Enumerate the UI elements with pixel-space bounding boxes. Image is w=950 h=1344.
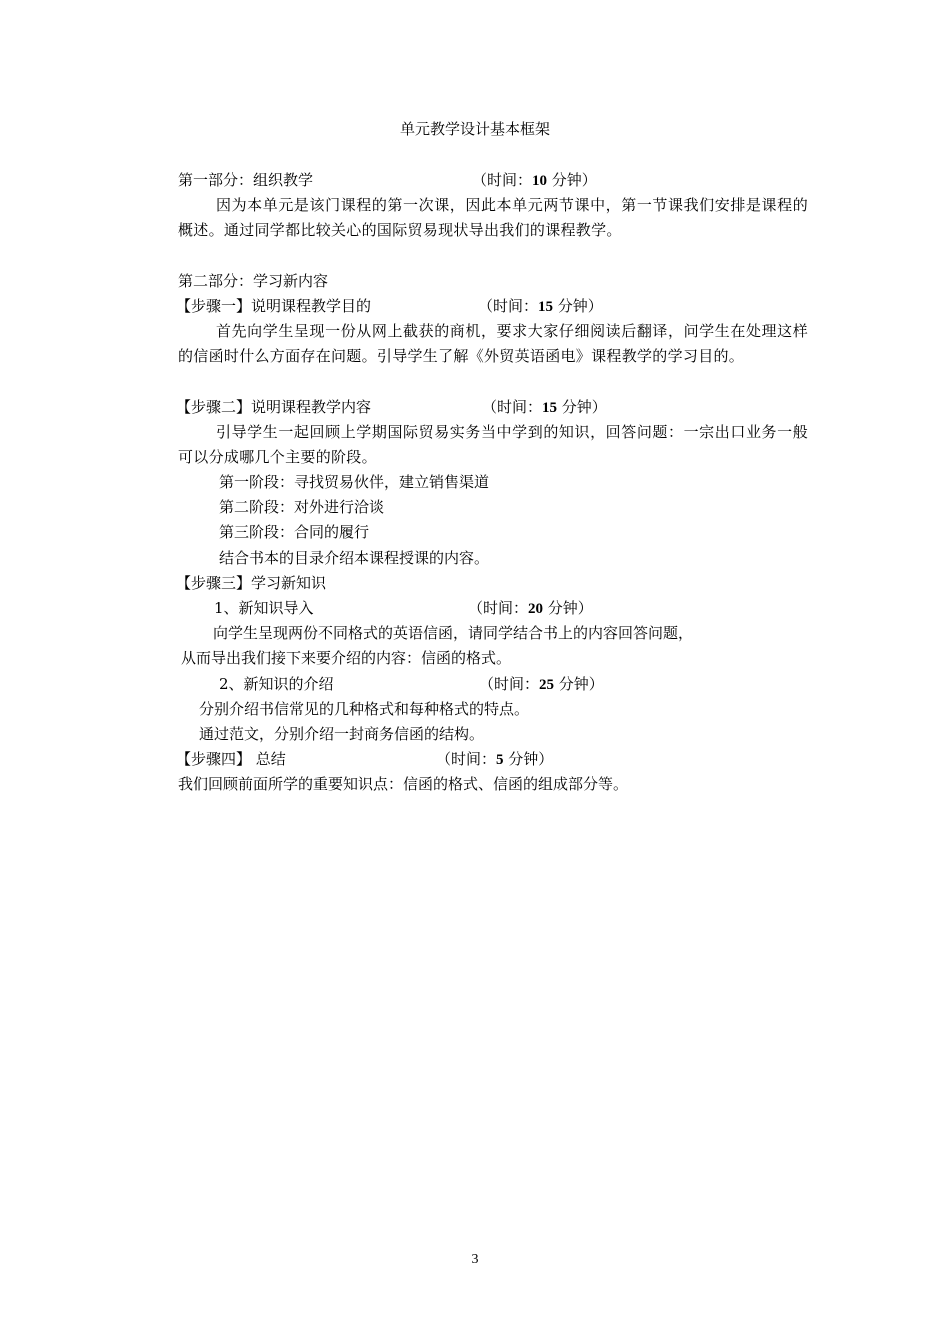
step4-time-value: 5 bbox=[496, 752, 504, 768]
step1-time bbox=[478, 294, 603, 320]
part1-time-suffix: 分钟） bbox=[551, 171, 597, 189]
step1-time-value: 15 bbox=[538, 299, 554, 315]
sub1-time-suffix: 分钟） bbox=[547, 599, 593, 617]
part1-time-value: 10 bbox=[532, 173, 548, 189]
part1-time bbox=[472, 168, 597, 194]
step2-time-prefix: （时间： bbox=[482, 398, 543, 416]
sub2-time-suffix: 分钟） bbox=[558, 675, 604, 693]
step4-time-prefix: （时间： bbox=[436, 750, 497, 768]
step2-time-value: 15 bbox=[542, 400, 558, 416]
step2-time bbox=[482, 395, 607, 421]
step4-time-suffix: 分钟） bbox=[508, 750, 554, 768]
document-title: 单元教学设计基本框架 bbox=[399, 120, 550, 138]
sub2-time-prefix: （时间： bbox=[479, 675, 540, 693]
part1-heading: 第一部分：组织教学 bbox=[178, 171, 314, 189]
step3-sub1-time bbox=[468, 596, 593, 622]
step1-time-suffix: 分钟） bbox=[557, 297, 603, 315]
step3-sub1-line2: 从而导出我们接下来要介绍的内容：信函的格式。 bbox=[181, 649, 512, 667]
step2-closing: 结合书本的目录介绍本课程授课的内容。 bbox=[219, 549, 490, 567]
step4-time bbox=[436, 747, 553, 773]
step1-paragraph: 首先向学生呈现一份从网上截获的商机，要求大家仔细阅读后翻译，问学生在处理这样的信函时什么方面存在问题。引导学生了解《外贸英语函电》课程教学的学习目的。 bbox=[178, 322, 808, 365]
step1-time-prefix: （时间： bbox=[478, 297, 539, 315]
step4-paragraph: 我们回顾前面所学的重要知识点：信函的格式、信函的组成部分等。 bbox=[178, 775, 629, 793]
step2-stage3: 第三阶段：合同的履行 bbox=[219, 523, 370, 541]
step2-time-suffix: 分钟） bbox=[561, 398, 607, 416]
step4-heading: 【步骤四】 总结 bbox=[176, 750, 286, 768]
step3-sub2-heading: 2、新知识的介绍 bbox=[219, 675, 334, 693]
step3-sub1-heading: 1、新知识导入 bbox=[214, 599, 314, 617]
step1-heading: 【步骤一】说明课程教学目的 bbox=[176, 297, 372, 315]
sub2-time-value: 25 bbox=[539, 677, 555, 693]
step3-sub1-line1: 向学生呈现两份不同格式的英语信函，请同学结合书上的内容回答问题， bbox=[213, 624, 694, 642]
step3-heading: 【步骤三】学习新知识 bbox=[176, 574, 327, 592]
step2-heading: 【步骤二】说明课程教学内容 bbox=[176, 398, 372, 416]
step2-paragraph: 引导学生一起回顾上学期国际贸易实务当中学到的知识，回答问题：一宗出口业务一般可以分成哪几个主要的阶段。 bbox=[178, 423, 808, 466]
part2-heading: 第二部分：学习新内容 bbox=[178, 272, 329, 290]
sub1-time-value: 20 bbox=[528, 601, 544, 617]
sub1-time-prefix: （时间： bbox=[468, 599, 529, 617]
step3-sub2-line2: 通过范文，分别介绍一封商务信函的结构。 bbox=[199, 725, 485, 743]
page-number: 3 bbox=[471, 1252, 479, 1267]
step2-stage1: 第一阶段：寻找贸易伙伴，建立销售渠道 bbox=[219, 473, 490, 491]
step3-sub2-line1: 分别介绍书信常见的几种格式和每种格式的特点。 bbox=[199, 700, 530, 718]
step3-sub2-time bbox=[479, 672, 604, 698]
step2-stage2: 第二阶段：对外进行洽谈 bbox=[219, 498, 385, 516]
part1-time-prefix: （时间： bbox=[472, 171, 533, 189]
part1-paragraph: 因为本单元是该门课程的第一次课，因此本单元两节课中，第一节课我们安排是课程的概述。通过同学都比较关心的国际贸易现状导出我们的课程教学。 bbox=[178, 196, 808, 239]
